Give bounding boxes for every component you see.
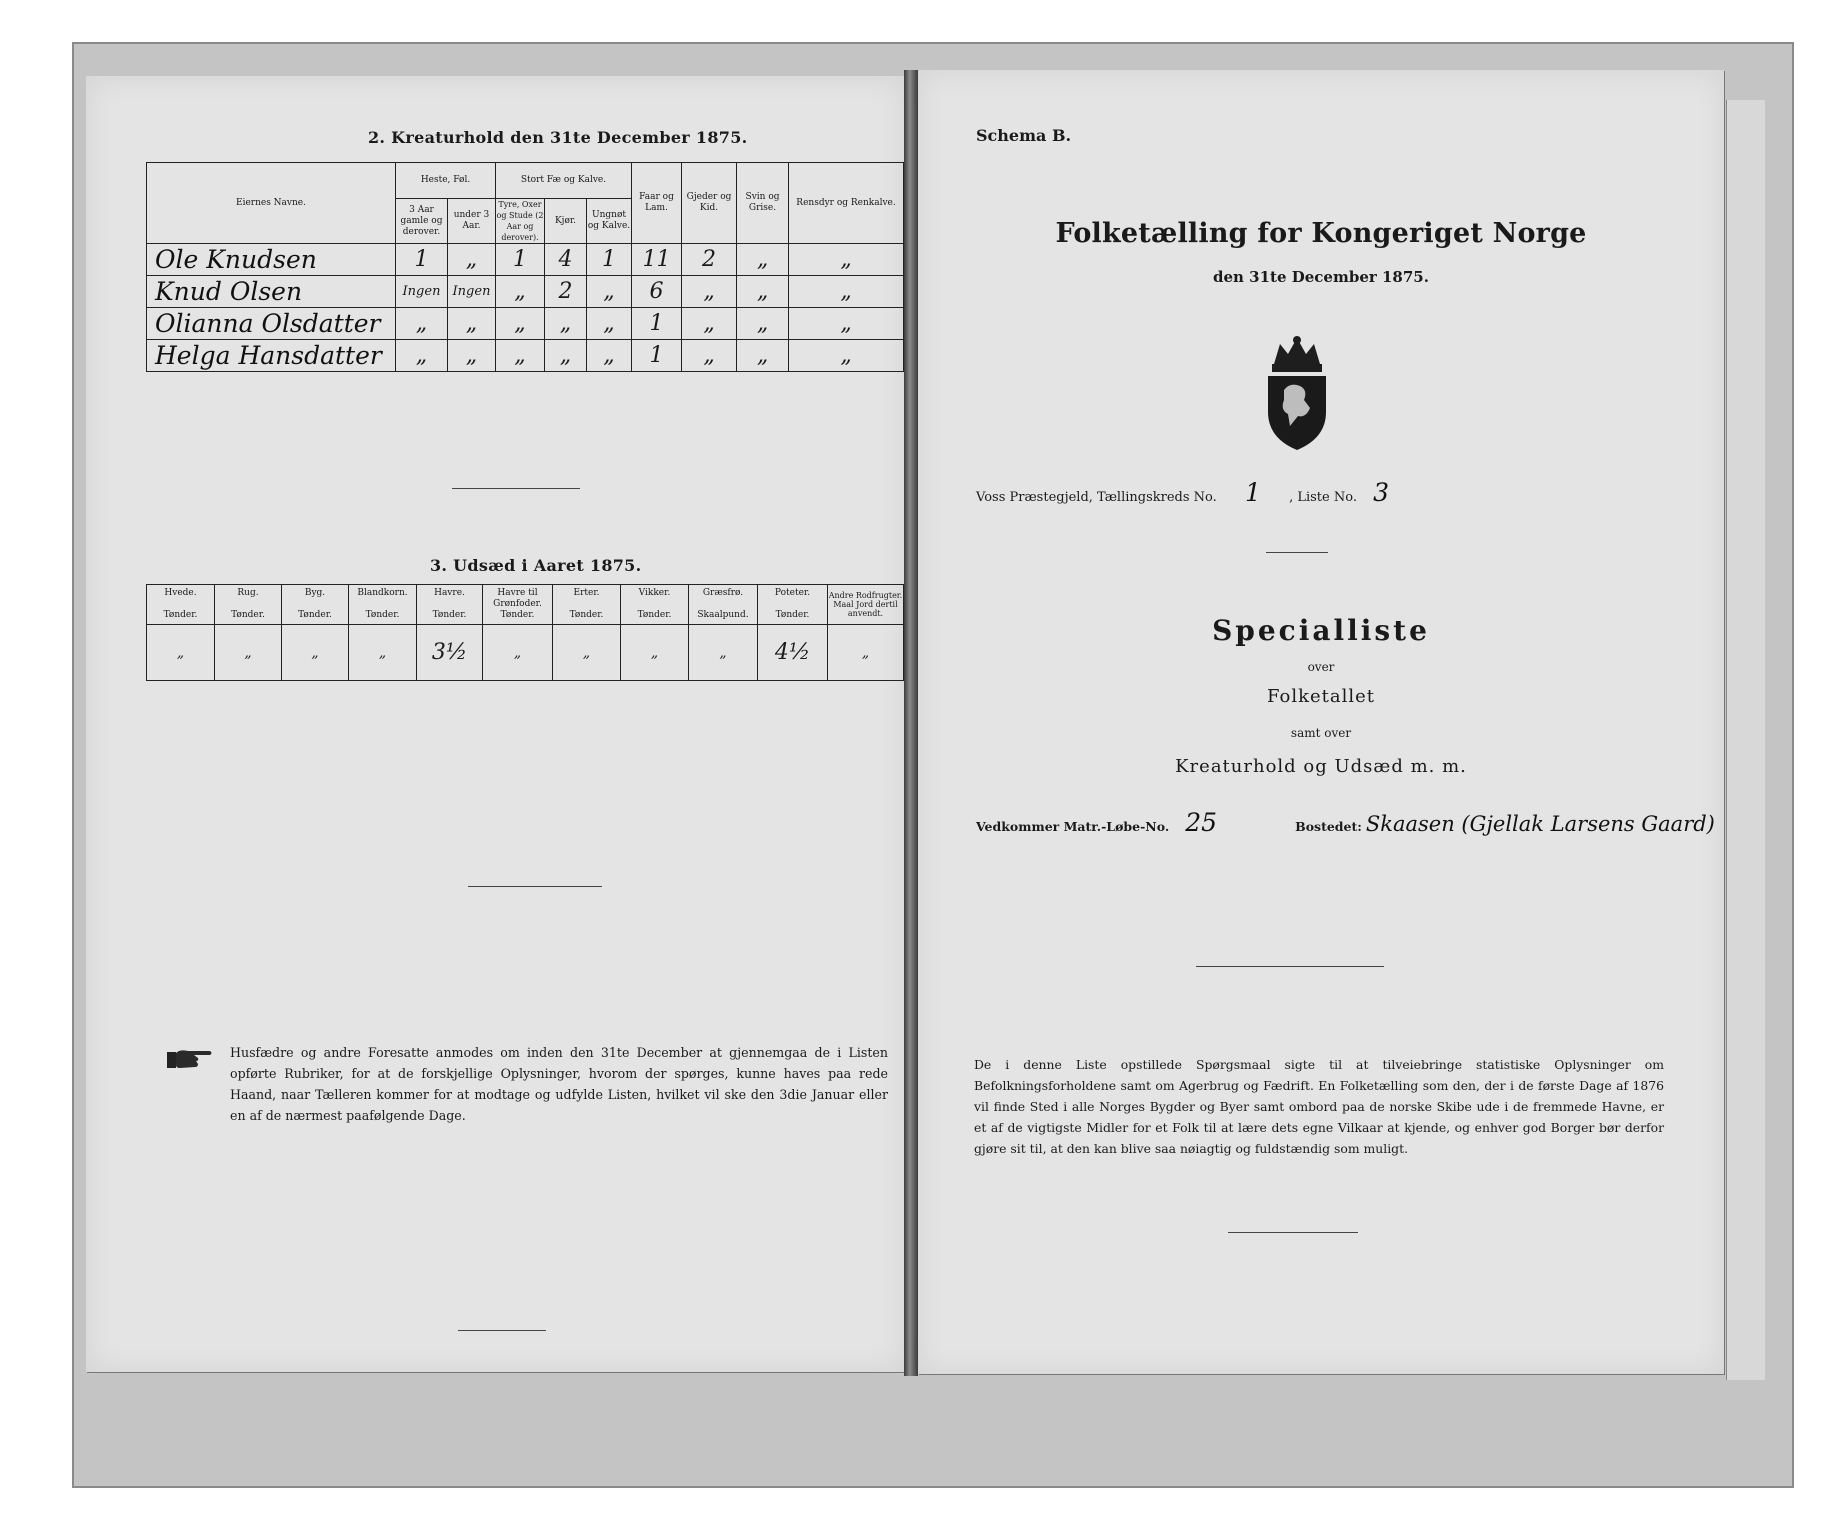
pointing-hand-graphic <box>166 1046 214 1072</box>
seed-unit: Tønder. <box>775 610 810 620</box>
pointing-hand-icon <box>166 1046 214 1072</box>
cell: „ <box>396 308 448 340</box>
seed-col-rug <box>215 585 282 625</box>
col-stort-c: Ungnøt og Kalve. <box>587 199 632 244</box>
seed-name: Byg. <box>304 588 326 598</box>
col-svin: Svin og Grise. <box>737 163 789 244</box>
seed-cell: „ <box>828 625 904 681</box>
kreds-number: 1 <box>1244 478 1261 507</box>
col-heste-a: 3 Aar gamle og derover. <box>396 199 448 244</box>
cell: „ <box>682 340 737 372</box>
col-stort-group: Stort Fæ og Kalve. <box>496 163 632 199</box>
seed-cell: „ <box>215 625 282 681</box>
cell: 1 <box>632 340 682 372</box>
over-text: over <box>1307 660 1335 674</box>
seed-unit: Tønder. <box>298 610 332 620</box>
section-2-title: 2. Kreaturhold den 31te December 1875. <box>368 128 748 147</box>
cell: „ <box>737 340 789 372</box>
seed-name: Græsfrø. <box>702 588 744 598</box>
seed-name: Havre. <box>434 588 465 598</box>
cell: „ <box>737 244 789 276</box>
matr-label: Vedkommer Matr.-Løbe-No. <box>976 819 1170 834</box>
kreaturhold-heading: Kreaturhold og Udsæd m. m. <box>1175 756 1467 777</box>
cell: 1 <box>587 244 632 276</box>
divider <box>1266 552 1328 553</box>
seed-cell: „ <box>282 625 349 681</box>
samt-over-text: samt over <box>1290 726 1352 740</box>
seed-cell: „ <box>349 625 417 681</box>
cell: 1 <box>496 244 545 276</box>
seed-cell: „ <box>621 625 689 681</box>
cell: „ <box>789 308 904 340</box>
cell: Ingen <box>396 276 448 308</box>
seed-cell: 4½ <box>758 625 828 681</box>
bosted-label: Bostedet: <box>1295 819 1362 834</box>
norwegian-lion-crest-icon <box>1260 334 1334 452</box>
seed-table <box>146 584 904 681</box>
cell: „ <box>448 308 496 340</box>
seed-col-rodfrugter <box>828 585 904 625</box>
seed-name: Rug. <box>237 588 259 598</box>
section-3-title: 3. Udsæd i Aaret 1875. <box>430 556 642 575</box>
cell: „ <box>496 276 545 308</box>
col-heste-group: Heste, Føl. <box>396 163 496 199</box>
seed-col-hvede <box>147 585 215 625</box>
table-row <box>147 340 904 372</box>
cell: „ <box>496 340 545 372</box>
col-rensdyr: Rensdyr og Renkalve. <box>789 163 904 244</box>
bosted-value: Skaasen (Gjellak Larsens Gaard) <box>1365 812 1715 836</box>
seed-unit: Tønder. <box>163 610 198 620</box>
specialliste-heading: Specialliste <box>1212 614 1430 647</box>
cell: 11 <box>632 244 682 276</box>
document-title: Folketælling for Kongeriget Norge <box>1055 218 1587 249</box>
col-heste-b: under 3 Aar. <box>448 199 496 244</box>
census-explanation: De i denne Liste opstillede Spørgsmaal sigte til at tilveiebringe statistiske Oplysninger om Befolkningsforholdene samt om Agerbrug og Fædrift. En Folketælling som den, der i de første Dage af 1876 vil finde Sted i alle Norges Bygder og Byer samt ombord paa de norske Skibe ude i de fremmede Havne, er et af de vigtigste Midler for et Folk til at lære dets egne Vilkaar at kjende, og enhver god Borger bør derfor gjøre sit til, at den kan blive saa nøiagtig og fuldstændig som muligt. <box>974 1057 1664 1156</box>
col-gjeder: Gjeder og Kid. <box>682 163 737 244</box>
livestock-table <box>146 162 904 372</box>
seed-name: Vikker. <box>638 588 671 598</box>
seed-cell: 3½ <box>417 625 483 681</box>
prestegjeld-label: Voss Præstegjeld, Tællingskreds No. <box>976 490 1217 505</box>
owner-name: Olianna Olsdatter <box>147 308 396 340</box>
liste-label: , Liste No. <box>1289 490 1357 505</box>
owner-name: Knud Olsen <box>147 276 396 308</box>
cell: „ <box>682 276 737 308</box>
cell: 1 <box>396 244 448 276</box>
census-date: den 31te December 1875. <box>1213 268 1429 286</box>
cell: „ <box>789 276 904 308</box>
seed-unit: Tønder. <box>500 610 535 620</box>
matr-number: 25 <box>1185 808 1218 837</box>
seed-unit: Tønder. <box>432 610 467 620</box>
cell: „ <box>496 308 545 340</box>
col-owner: Eiernes Navne. <box>147 163 396 244</box>
col-stort-b: Kjør. <box>545 199 587 244</box>
seed-unit: Tønder. <box>637 610 672 620</box>
folketallet-heading: Folketallet <box>1266 686 1376 707</box>
divider <box>452 488 580 489</box>
seed-unit: Tønder. <box>569 610 604 620</box>
col-stort-a: Tyre, Oxer og Stude (2 Aar og derover). <box>496 200 544 242</box>
matr-line <box>976 808 1715 837</box>
seed-cell: „ <box>483 625 553 681</box>
seed-unit: Tønder. <box>365 610 400 620</box>
seed-col-gronfoder <box>483 585 553 625</box>
cell: „ <box>737 276 789 308</box>
left-page <box>86 76 906 1372</box>
table-row <box>147 308 904 340</box>
seed-name: Andre Rodfrugter. <box>828 591 903 600</box>
seed-col-havre <box>417 585 483 625</box>
seed-row <box>147 625 904 681</box>
next-page-edge <box>1726 100 1765 1380</box>
cell: „ <box>587 308 632 340</box>
cell: 1 <box>632 308 682 340</box>
cell: 2 <box>682 244 737 276</box>
cell: „ <box>682 308 737 340</box>
col-faar: Faar og Lam. <box>632 163 682 244</box>
cell: „ <box>448 244 496 276</box>
seed-cell: „ <box>147 625 215 681</box>
cell: „ <box>545 308 587 340</box>
seed-name: Poteter. <box>774 588 811 598</box>
seed-unit: Skaalpund. <box>697 610 749 620</box>
cell: „ <box>737 308 789 340</box>
seed-col-vikker <box>621 585 689 625</box>
cell: Ingen <box>448 276 496 308</box>
cell: 2 <box>545 276 587 308</box>
table-row <box>147 244 904 276</box>
seed-name: Blandkorn. <box>357 588 408 598</box>
seed-cell: „ <box>689 625 758 681</box>
crest-graphic <box>1260 334 1334 452</box>
cell: „ <box>587 276 632 308</box>
cell: „ <box>545 340 587 372</box>
seed-col-byg <box>282 585 349 625</box>
cell: 4 <box>545 244 587 276</box>
seed-col-erter <box>553 585 621 625</box>
seed-col-graesfro <box>689 585 758 625</box>
book-gutter <box>904 70 918 1376</box>
right-page <box>918 70 1724 1374</box>
divider <box>1196 966 1384 967</box>
divider <box>458 1330 546 1331</box>
cell: 6 <box>632 276 682 308</box>
instructions-notice: Husfædre og andre Foresatte anmodes om inden den 31te December at gjennemgaa de i Listen opførte Rubriker, for at de forskjellige Oplysninger, hvorom der spørges, kunne haves paa rede Haand, naar Tælleren kommer for at modtage og udfylde Listen, hvilket vil ske den 3die Januar eller en af de nærmest paafølgende Dage. <box>230 1045 888 1123</box>
seed-col-blandkorn <box>349 585 417 625</box>
prestegjeld-line <box>976 478 1401 507</box>
cell: „ <box>587 340 632 372</box>
seed-name: Havre til Grønfoder. <box>493 588 542 609</box>
divider <box>1228 1232 1358 1233</box>
table-row <box>147 276 904 308</box>
seed-cell: „ <box>553 625 621 681</box>
cell: „ <box>448 340 496 372</box>
owner-name: Ole Knudsen <box>147 244 396 276</box>
cell: „ <box>396 340 448 372</box>
divider <box>468 886 602 887</box>
owner-name: Helga Hansdatter <box>147 340 396 372</box>
seed-unit: Tønder. <box>231 610 265 620</box>
seed-name: Erter. <box>573 588 600 598</box>
cell: „ <box>789 244 904 276</box>
liste-number: 3 <box>1373 478 1390 507</box>
seed-name: Hvede. <box>164 588 197 598</box>
seed-unit: Maal Jord dertil anvendt. <box>833 600 898 618</box>
cell: „ <box>789 340 904 372</box>
schema-label: Schema B. <box>976 126 1072 145</box>
seed-col-poteter <box>758 585 828 625</box>
